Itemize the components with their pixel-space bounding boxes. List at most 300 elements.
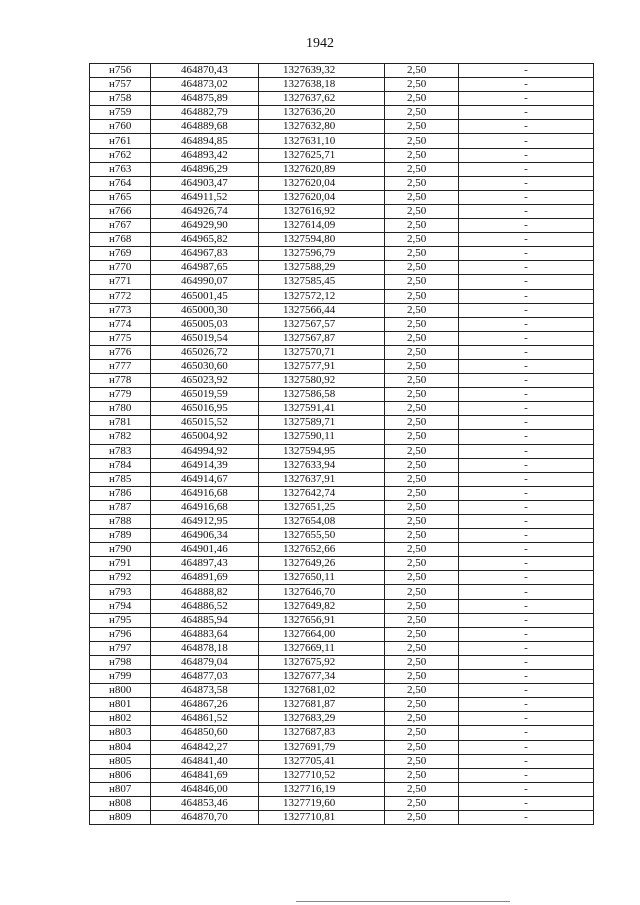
- coordinates-table: [89, 63, 594, 825]
- accuracy-cell: 2,50: [385, 162, 459, 176]
- point-id-cell: н778: [90, 374, 151, 388]
- point-id-cell: н776: [90, 345, 151, 359]
- x-coordinate-cell: 465004,92: [151, 430, 259, 444]
- table-row: [90, 796, 594, 810]
- point-id-cell: н770: [90, 261, 151, 275]
- y-coordinate-cell: 1327677,34: [259, 670, 385, 684]
- note-cell: -: [459, 810, 594, 824]
- x-coordinate-cell: 464967,83: [151, 247, 259, 261]
- x-coordinate-cell: 465015,52: [151, 416, 259, 430]
- y-coordinate-cell: 1327594,95: [259, 444, 385, 458]
- y-coordinate-cell: 1327572,12: [259, 289, 385, 303]
- x-coordinate-cell: 464877,03: [151, 670, 259, 684]
- y-coordinate-cell: 1327716,19: [259, 782, 385, 796]
- note-cell: -: [459, 754, 594, 768]
- note-cell: -: [459, 92, 594, 106]
- table-row: [90, 458, 594, 472]
- point-id-cell: н779: [90, 388, 151, 402]
- point-id-cell: н804: [90, 740, 151, 754]
- point-id-cell: н792: [90, 571, 151, 585]
- table-row: [90, 402, 594, 416]
- y-coordinate-cell: 1327637,62: [259, 92, 385, 106]
- point-id-cell: н756: [90, 64, 151, 78]
- x-coordinate-cell: 464893,42: [151, 148, 259, 162]
- accuracy-cell: 2,50: [385, 641, 459, 655]
- point-id-cell: н800: [90, 684, 151, 698]
- table-row: [90, 627, 594, 641]
- y-coordinate-cell: 1327705,41: [259, 754, 385, 768]
- point-id-cell: н775: [90, 331, 151, 345]
- y-coordinate-cell: 1327589,71: [259, 416, 385, 430]
- x-coordinate-cell: 464870,70: [151, 810, 259, 824]
- table-row: [90, 515, 594, 529]
- y-coordinate-cell: 1327656,91: [259, 613, 385, 627]
- y-coordinate-cell: 1327655,50: [259, 529, 385, 543]
- accuracy-cell: 2,50: [385, 219, 459, 233]
- y-coordinate-cell: 1327590,11: [259, 430, 385, 444]
- y-coordinate-cell: 1327683,29: [259, 712, 385, 726]
- y-coordinate-cell: 1327620,04: [259, 190, 385, 204]
- note-cell: -: [459, 359, 594, 373]
- note-cell: -: [459, 233, 594, 247]
- accuracy-cell: 2,50: [385, 204, 459, 218]
- table-row: [90, 416, 594, 430]
- x-coordinate-cell: 464916,68: [151, 500, 259, 514]
- table-row: [90, 78, 594, 92]
- accuracy-cell: 2,50: [385, 430, 459, 444]
- accuracy-cell: 2,50: [385, 289, 459, 303]
- note-cell: -: [459, 444, 594, 458]
- x-coordinate-cell: 464861,52: [151, 712, 259, 726]
- x-coordinate-cell: 464894,85: [151, 134, 259, 148]
- note-cell: -: [459, 655, 594, 669]
- x-coordinate-cell: 465005,03: [151, 317, 259, 331]
- table-row: [90, 64, 594, 78]
- accuracy-cell: 2,50: [385, 261, 459, 275]
- y-coordinate-cell: 1327710,81: [259, 810, 385, 824]
- note-cell: -: [459, 331, 594, 345]
- x-coordinate-cell: 464914,39: [151, 458, 259, 472]
- x-coordinate-cell: 464873,58: [151, 684, 259, 698]
- x-coordinate-cell: 464896,29: [151, 162, 259, 176]
- y-coordinate-cell: 1327567,57: [259, 317, 385, 331]
- note-cell: -: [459, 782, 594, 796]
- accuracy-cell: 2,50: [385, 754, 459, 768]
- point-id-cell: н809: [90, 810, 151, 824]
- y-coordinate-cell: 1327566,44: [259, 303, 385, 317]
- y-coordinate-cell: 1327580,92: [259, 374, 385, 388]
- bottom-rule: [296, 901, 510, 902]
- table-row: [90, 134, 594, 148]
- note-cell: -: [459, 289, 594, 303]
- table-row: [90, 670, 594, 684]
- y-coordinate-cell: 1327710,52: [259, 768, 385, 782]
- y-coordinate-cell: 1327588,29: [259, 261, 385, 275]
- accuracy-cell: 2,50: [385, 64, 459, 78]
- x-coordinate-cell: 465019,59: [151, 388, 259, 402]
- table-row: [90, 571, 594, 585]
- table-row: [90, 754, 594, 768]
- x-coordinate-cell: 464994,92: [151, 444, 259, 458]
- table-row: [90, 472, 594, 486]
- point-id-cell: н806: [90, 768, 151, 782]
- note-cell: -: [459, 627, 594, 641]
- x-coordinate-cell: 464882,79: [151, 106, 259, 120]
- table-row: [90, 599, 594, 613]
- y-coordinate-cell: 1327639,32: [259, 64, 385, 78]
- accuracy-cell: 2,50: [385, 303, 459, 317]
- accuracy-cell: 2,50: [385, 106, 459, 120]
- note-cell: -: [459, 430, 594, 444]
- accuracy-cell: 2,50: [385, 726, 459, 740]
- note-cell: -: [459, 768, 594, 782]
- table-row: [90, 345, 594, 359]
- y-coordinate-cell: 1327585,45: [259, 275, 385, 289]
- accuracy-cell: 2,50: [385, 92, 459, 106]
- note-cell: -: [459, 275, 594, 289]
- table-row: [90, 162, 594, 176]
- accuracy-cell: 2,50: [385, 810, 459, 824]
- x-coordinate-cell: 464990,07: [151, 275, 259, 289]
- point-id-cell: н774: [90, 317, 151, 331]
- table-body: [90, 64, 594, 825]
- table-row: [90, 712, 594, 726]
- table-row: [90, 486, 594, 500]
- note-cell: -: [459, 402, 594, 416]
- note-cell: -: [459, 543, 594, 557]
- point-id-cell: н763: [90, 162, 151, 176]
- page-number: 1942: [306, 36, 334, 51]
- note-cell: -: [459, 613, 594, 627]
- y-coordinate-cell: 1327567,87: [259, 331, 385, 345]
- y-coordinate-cell: 1327675,92: [259, 655, 385, 669]
- y-coordinate-cell: 1327625,71: [259, 148, 385, 162]
- accuracy-cell: 2,50: [385, 275, 459, 289]
- x-coordinate-cell: 464853,46: [151, 796, 259, 810]
- y-coordinate-cell: 1327631,10: [259, 134, 385, 148]
- y-coordinate-cell: 1327638,18: [259, 78, 385, 92]
- note-cell: -: [459, 515, 594, 529]
- accuracy-cell: 2,50: [385, 374, 459, 388]
- table-row: [90, 247, 594, 261]
- table-row: [90, 106, 594, 120]
- point-id-cell: н765: [90, 190, 151, 204]
- accuracy-cell: 2,50: [385, 529, 459, 543]
- x-coordinate-cell: 465023,92: [151, 374, 259, 388]
- table-row: [90, 529, 594, 543]
- note-cell: -: [459, 500, 594, 514]
- accuracy-cell: 2,50: [385, 670, 459, 684]
- accuracy-cell: 2,50: [385, 444, 459, 458]
- y-coordinate-cell: 1327596,79: [259, 247, 385, 261]
- point-id-cell: н762: [90, 148, 151, 162]
- x-coordinate-cell: 464883,64: [151, 627, 259, 641]
- accuracy-cell: 2,50: [385, 458, 459, 472]
- table-row: [90, 219, 594, 233]
- point-id-cell: н788: [90, 515, 151, 529]
- x-coordinate-cell: 464912,95: [151, 515, 259, 529]
- note-cell: -: [459, 303, 594, 317]
- point-id-cell: н760: [90, 120, 151, 134]
- accuracy-cell: 2,50: [385, 585, 459, 599]
- point-id-cell: н769: [90, 247, 151, 261]
- accuracy-cell: 2,50: [385, 486, 459, 500]
- note-cell: -: [459, 64, 594, 78]
- accuracy-cell: 2,50: [385, 698, 459, 712]
- x-coordinate-cell: 464878,18: [151, 641, 259, 655]
- table-row: [90, 359, 594, 373]
- x-coordinate-cell: 464867,26: [151, 698, 259, 712]
- x-coordinate-cell: 464888,82: [151, 585, 259, 599]
- table-row: [90, 430, 594, 444]
- note-cell: -: [459, 472, 594, 486]
- y-coordinate-cell: 1327614,09: [259, 219, 385, 233]
- point-id-cell: н784: [90, 458, 151, 472]
- x-coordinate-cell: 464911,52: [151, 190, 259, 204]
- x-coordinate-cell: 464926,74: [151, 204, 259, 218]
- table-row: [90, 684, 594, 698]
- accuracy-cell: 2,50: [385, 120, 459, 134]
- table-row: [90, 176, 594, 190]
- point-id-cell: н797: [90, 641, 151, 655]
- accuracy-cell: 2,50: [385, 613, 459, 627]
- accuracy-cell: 2,50: [385, 472, 459, 486]
- y-coordinate-cell: 1327651,25: [259, 500, 385, 514]
- table-row: [90, 374, 594, 388]
- accuracy-cell: 2,50: [385, 388, 459, 402]
- table-row: [90, 289, 594, 303]
- note-cell: -: [459, 134, 594, 148]
- table-row: [90, 810, 594, 824]
- point-id-cell: н783: [90, 444, 151, 458]
- y-coordinate-cell: 1327577,91: [259, 359, 385, 373]
- point-id-cell: н787: [90, 500, 151, 514]
- note-cell: -: [459, 684, 594, 698]
- x-coordinate-cell: 464897,43: [151, 557, 259, 571]
- y-coordinate-cell: 1327669,11: [259, 641, 385, 655]
- point-id-cell: н807: [90, 782, 151, 796]
- y-coordinate-cell: 1327570,71: [259, 345, 385, 359]
- x-coordinate-cell: 464891,69: [151, 571, 259, 585]
- accuracy-cell: 2,50: [385, 233, 459, 247]
- x-coordinate-cell: 465001,45: [151, 289, 259, 303]
- table-row: [90, 317, 594, 331]
- note-cell: -: [459, 670, 594, 684]
- x-coordinate-cell: 464879,04: [151, 655, 259, 669]
- accuracy-cell: 2,50: [385, 78, 459, 92]
- x-coordinate-cell: 465000,30: [151, 303, 259, 317]
- point-id-cell: н805: [90, 754, 151, 768]
- y-coordinate-cell: 1327637,91: [259, 472, 385, 486]
- note-cell: -: [459, 458, 594, 472]
- point-id-cell: н794: [90, 599, 151, 613]
- accuracy-cell: 2,50: [385, 345, 459, 359]
- table-row: [90, 768, 594, 782]
- note-cell: -: [459, 599, 594, 613]
- table-row: [90, 204, 594, 218]
- table-row: [90, 388, 594, 402]
- y-coordinate-cell: 1327719,60: [259, 796, 385, 810]
- note-cell: -: [459, 219, 594, 233]
- x-coordinate-cell: 464916,68: [151, 486, 259, 500]
- y-coordinate-cell: 1327646,70: [259, 585, 385, 599]
- note-cell: -: [459, 120, 594, 134]
- accuracy-cell: 2,50: [385, 317, 459, 331]
- table-row: [90, 782, 594, 796]
- accuracy-cell: 2,50: [385, 500, 459, 514]
- x-coordinate-cell: 464873,02: [151, 78, 259, 92]
- accuracy-cell: 2,50: [385, 543, 459, 557]
- accuracy-cell: 2,50: [385, 599, 459, 613]
- y-coordinate-cell: 1327664,00: [259, 627, 385, 641]
- accuracy-cell: 2,50: [385, 331, 459, 345]
- accuracy-cell: 2,50: [385, 655, 459, 669]
- table-row: [90, 740, 594, 754]
- point-id-cell: н782: [90, 430, 151, 444]
- note-cell: -: [459, 796, 594, 810]
- x-coordinate-cell: 464870,43: [151, 64, 259, 78]
- y-coordinate-cell: 1327652,66: [259, 543, 385, 557]
- accuracy-cell: 2,50: [385, 740, 459, 754]
- point-id-cell: н773: [90, 303, 151, 317]
- point-id-cell: н761: [90, 134, 151, 148]
- point-id-cell: н789: [90, 529, 151, 543]
- point-id-cell: н757: [90, 78, 151, 92]
- accuracy-cell: 2,50: [385, 557, 459, 571]
- point-id-cell: н764: [90, 176, 151, 190]
- x-coordinate-cell: 464886,52: [151, 599, 259, 613]
- accuracy-cell: 2,50: [385, 782, 459, 796]
- table-row: [90, 233, 594, 247]
- accuracy-cell: 2,50: [385, 712, 459, 726]
- y-coordinate-cell: 1327681,87: [259, 698, 385, 712]
- x-coordinate-cell: 464906,34: [151, 529, 259, 543]
- point-id-cell: н768: [90, 233, 151, 247]
- accuracy-cell: 2,50: [385, 402, 459, 416]
- x-coordinate-cell: 465019,54: [151, 331, 259, 345]
- note-cell: -: [459, 204, 594, 218]
- y-coordinate-cell: 1327633,94: [259, 458, 385, 472]
- point-id-cell: н796: [90, 627, 151, 641]
- table-row: [90, 261, 594, 275]
- table-row: [90, 641, 594, 655]
- table-row: [90, 303, 594, 317]
- point-id-cell: н798: [90, 655, 151, 669]
- table-row: [90, 331, 594, 345]
- point-id-cell: н771: [90, 275, 151, 289]
- x-coordinate-cell: 465016,95: [151, 402, 259, 416]
- x-coordinate-cell: 464842,27: [151, 740, 259, 754]
- note-cell: -: [459, 571, 594, 585]
- note-cell: -: [459, 190, 594, 204]
- point-id-cell: н777: [90, 359, 151, 373]
- note-cell: -: [459, 247, 594, 261]
- table-row: [90, 557, 594, 571]
- y-coordinate-cell: 1327620,89: [259, 162, 385, 176]
- y-coordinate-cell: 1327616,92: [259, 204, 385, 218]
- table-row: [90, 148, 594, 162]
- accuracy-cell: 2,50: [385, 768, 459, 782]
- point-id-cell: н795: [90, 613, 151, 627]
- point-id-cell: н758: [90, 92, 151, 106]
- note-cell: -: [459, 176, 594, 190]
- point-id-cell: н808: [90, 796, 151, 810]
- point-id-cell: н801: [90, 698, 151, 712]
- x-coordinate-cell: 464841,40: [151, 754, 259, 768]
- table-row: [90, 698, 594, 712]
- point-id-cell: н767: [90, 219, 151, 233]
- x-coordinate-cell: 464987,65: [151, 261, 259, 275]
- note-cell: -: [459, 712, 594, 726]
- x-coordinate-cell: 464841,69: [151, 768, 259, 782]
- y-coordinate-cell: 1327650,11: [259, 571, 385, 585]
- point-id-cell: н766: [90, 204, 151, 218]
- table-row: [90, 613, 594, 627]
- point-id-cell: н780: [90, 402, 151, 416]
- accuracy-cell: 2,50: [385, 515, 459, 529]
- y-coordinate-cell: 1327642,74: [259, 486, 385, 500]
- table-row: [90, 655, 594, 669]
- accuracy-cell: 2,50: [385, 134, 459, 148]
- y-coordinate-cell: 1327636,20: [259, 106, 385, 120]
- point-id-cell: н791: [90, 557, 151, 571]
- x-coordinate-cell: 464875,89: [151, 92, 259, 106]
- y-coordinate-cell: 1327687,83: [259, 726, 385, 740]
- note-cell: -: [459, 486, 594, 500]
- point-id-cell: н803: [90, 726, 151, 740]
- point-id-cell: н772: [90, 289, 151, 303]
- y-coordinate-cell: 1327594,80: [259, 233, 385, 247]
- y-coordinate-cell: 1327681,02: [259, 684, 385, 698]
- table-row: [90, 120, 594, 134]
- note-cell: -: [459, 529, 594, 543]
- note-cell: -: [459, 557, 594, 571]
- note-cell: -: [459, 148, 594, 162]
- point-id-cell: н793: [90, 585, 151, 599]
- accuracy-cell: 2,50: [385, 359, 459, 373]
- table-row: [90, 190, 594, 204]
- x-coordinate-cell: 464903,47: [151, 176, 259, 190]
- note-cell: -: [459, 416, 594, 430]
- x-coordinate-cell: 464889,68: [151, 120, 259, 134]
- note-cell: -: [459, 162, 594, 176]
- y-coordinate-cell: 1327691,79: [259, 740, 385, 754]
- y-coordinate-cell: 1327586,58: [259, 388, 385, 402]
- y-coordinate-cell: 1327649,26: [259, 557, 385, 571]
- table-row: [90, 444, 594, 458]
- note-cell: -: [459, 261, 594, 275]
- table-row: [90, 726, 594, 740]
- table-row: [90, 585, 594, 599]
- note-cell: -: [459, 740, 594, 754]
- note-cell: -: [459, 345, 594, 359]
- accuracy-cell: 2,50: [385, 796, 459, 810]
- x-coordinate-cell: 465026,72: [151, 345, 259, 359]
- point-id-cell: н781: [90, 416, 151, 430]
- point-id-cell: н786: [90, 486, 151, 500]
- y-coordinate-cell: 1327632,80: [259, 120, 385, 134]
- y-coordinate-cell: 1327654,08: [259, 515, 385, 529]
- x-coordinate-cell: 464846,00: [151, 782, 259, 796]
- accuracy-cell: 2,50: [385, 571, 459, 585]
- table-row: [90, 543, 594, 557]
- note-cell: -: [459, 641, 594, 655]
- point-id-cell: н790: [90, 543, 151, 557]
- note-cell: -: [459, 78, 594, 92]
- accuracy-cell: 2,50: [385, 247, 459, 261]
- y-coordinate-cell: 1327649,82: [259, 599, 385, 613]
- table-row: [90, 92, 594, 106]
